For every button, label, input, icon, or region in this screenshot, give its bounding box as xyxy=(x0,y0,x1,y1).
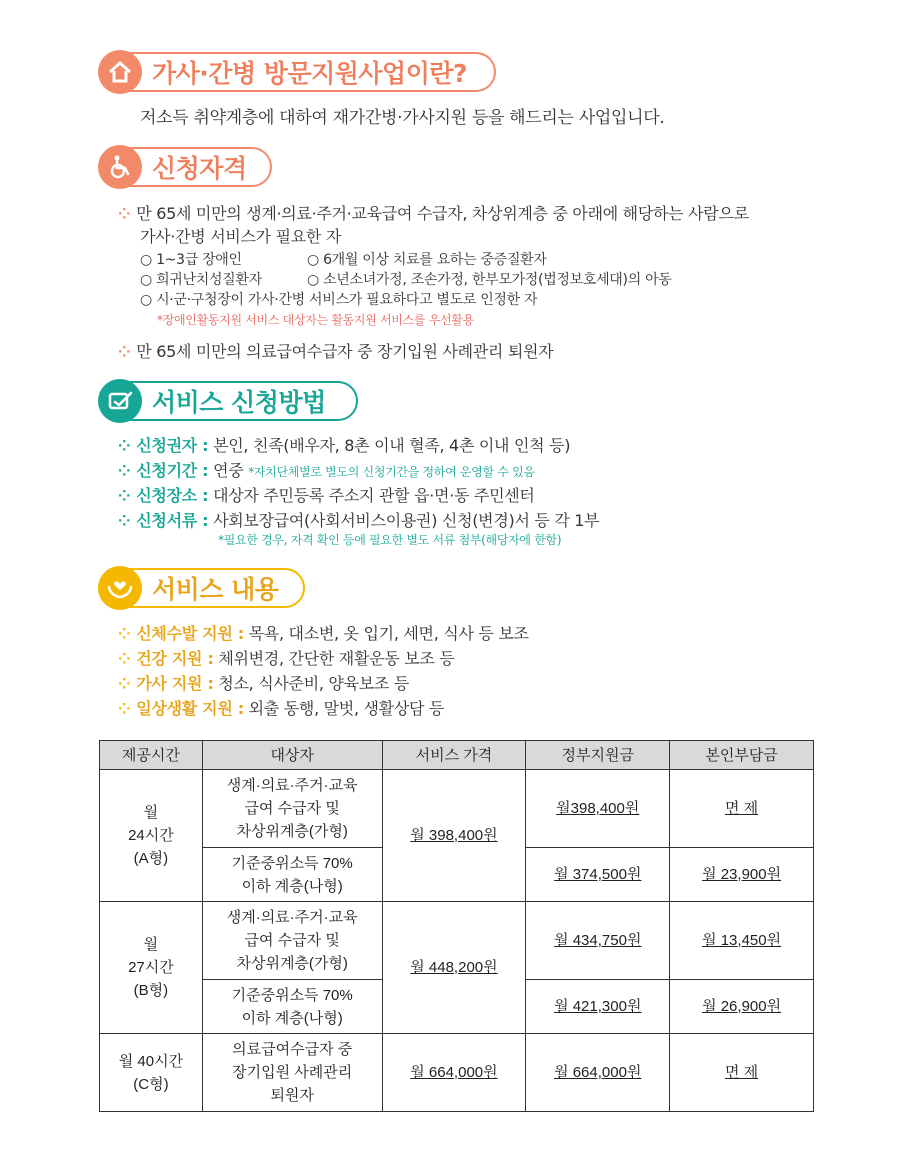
self-value: 면 제 xyxy=(725,1064,759,1081)
section-title: 서비스 내용 xyxy=(152,575,279,604)
gov-cell xyxy=(526,980,670,1034)
gov-value: 월398,400원 xyxy=(556,800,640,817)
time-line: 27시간 xyxy=(128,959,174,976)
section-header-services xyxy=(100,568,305,608)
row-text: 본인, 친족(배우자, 8촌 이내 혈족, 4촌 이내 인척 등) xyxy=(213,436,571,455)
header-cell: 정부지원금 xyxy=(526,741,670,770)
self-cell xyxy=(670,1034,814,1112)
eligibility-item-1 xyxy=(118,201,749,224)
eligibility-option: ○ 6개월 이상 치료를 요하는 중증질환자 xyxy=(307,252,547,268)
self-cell xyxy=(670,980,814,1034)
row-label: 신청기간 : xyxy=(136,461,209,480)
eligibility-option: ○ 1~3급 장애인 xyxy=(140,252,242,268)
eligibility-item-1-cont: 가사·간병 서비스가 필요한 자 xyxy=(140,227,342,246)
section-title: 가사·간병 방문지원사업이란? xyxy=(152,59,468,88)
gov-cell xyxy=(526,1034,670,1112)
bullet: ⁘ xyxy=(118,625,131,643)
self-value: 면 제 xyxy=(725,800,759,817)
row-label: 신청장소 : xyxy=(136,486,209,505)
price-cell xyxy=(382,770,526,902)
eligibility-note: *장애인활동지원 서비스 대상자는 활동지원 서비스를 우선활용 xyxy=(157,313,474,327)
application-form-icon xyxy=(98,379,142,423)
target-line: 이하 계층(나형) xyxy=(241,877,343,895)
about-text: 저소득 취약계층에 대하여 재가간병·가사지원 등을 해드리는 사업입니다. xyxy=(140,108,665,128)
row-text: 연중 xyxy=(213,461,244,480)
self-cell xyxy=(670,902,814,980)
target-cell xyxy=(202,902,382,980)
header-cell: 서비스 가격 xyxy=(382,741,526,770)
eligibility-option: ○ 희귀난치성질환자 xyxy=(140,272,262,288)
target-line: 의료급여수급자 중 xyxy=(232,1041,353,1058)
target-cell xyxy=(202,848,382,902)
target-cell xyxy=(202,770,382,848)
application-row-place xyxy=(118,483,535,506)
target-cell xyxy=(202,1034,382,1112)
header-cell: 대상자 xyxy=(202,741,382,770)
time-line: 월 xyxy=(143,936,159,953)
header-cell: 제공시간 xyxy=(100,741,203,770)
service-row-health xyxy=(118,646,454,669)
row-note: *자치단체별로 별도의 신청기간을 정하여 운영할 수 있음 xyxy=(248,465,535,479)
gov-value: 월 374,500원 xyxy=(554,866,642,883)
target-line: 이하 계층(나형) xyxy=(241,1009,343,1027)
self-value: 월 13,450원 xyxy=(702,932,782,949)
target-cell xyxy=(202,980,382,1034)
gov-cell xyxy=(526,902,670,980)
caring-hands-icon xyxy=(98,566,142,610)
row-text: 체위변경, 간단한 재활운동 보조 등 xyxy=(218,649,455,668)
house-icon xyxy=(98,50,142,94)
bullet: ⁘ xyxy=(118,205,131,223)
row-label: 신청권자 : xyxy=(136,436,209,455)
service-row-physical xyxy=(118,621,529,644)
gov-value: 월 664,000원 xyxy=(554,1064,642,1081)
target-line: 급여 수급자 및 xyxy=(244,932,340,949)
target-line: 차상위계층(가형) xyxy=(236,955,348,972)
time-line: 월 40시간 xyxy=(118,1052,184,1070)
target-line: 생계·의료·주거·교육 xyxy=(226,909,358,926)
time-line: (C형) xyxy=(133,1075,169,1093)
target-line: 장기입원 사례관리 xyxy=(232,1064,353,1081)
service-row-housework xyxy=(118,671,409,694)
time-line: (B형) xyxy=(133,982,169,999)
section-title: 신청자격 xyxy=(152,154,247,183)
row-text: 청소, 식사준비, 양육보조 등 xyxy=(218,674,409,693)
gov-cell xyxy=(526,848,670,902)
wheelchair-icon xyxy=(98,145,142,189)
application-row-period xyxy=(118,458,535,481)
gov-value: 월 434,750원 xyxy=(554,932,642,949)
section-header-about xyxy=(100,52,496,92)
section-title: 서비스 신청방법 xyxy=(152,388,326,417)
bullet: ⁘ xyxy=(118,487,131,505)
bullet: ⁘ xyxy=(118,437,131,455)
eligibility-text: 만 65세 미만의 생계·의료·주거·교육급여 수급자, 차상위계층 중 아래에 해당하는 사람으로 xyxy=(136,204,749,223)
row-text: 대상자 주민등록 주소지 관할 읍·면·동 주민센터 xyxy=(213,486,535,505)
gov-value: 월 421,300원 xyxy=(554,998,642,1015)
row-label: 신청서류 : xyxy=(136,511,209,530)
time-cell xyxy=(100,1034,203,1112)
fee-table xyxy=(99,740,814,1112)
bullet: ⁘ xyxy=(118,675,131,693)
time-line: (A형) xyxy=(133,850,169,867)
row-text: 목욕, 대소변, 옷 입기, 세면, 식사 등 보조 xyxy=(248,624,529,643)
target-line: 차상위계층(가형) xyxy=(236,823,348,840)
eligibility-text: 만 65세 미만의 의료급여수급자 중 장기입원 사례관리 퇴원자 xyxy=(136,342,554,361)
eligibility-item-2 xyxy=(118,339,553,362)
target-line: 생계·의료·주거·교육 xyxy=(226,777,358,794)
row-label: 신체수발 지원 : xyxy=(136,624,244,643)
price-value: 월 448,200원 xyxy=(410,959,498,976)
row-label: 가사 지원 : xyxy=(136,674,214,693)
section-header-application xyxy=(100,381,358,421)
table-header-row xyxy=(100,741,814,770)
target-line: 퇴원자 xyxy=(270,1087,314,1104)
header-cell: 본인부담금 xyxy=(670,741,814,770)
bullet: ⁘ xyxy=(118,512,131,530)
time-cell xyxy=(100,770,203,902)
self-value: 월 26,900원 xyxy=(702,998,782,1015)
time-cell xyxy=(100,902,203,1034)
row-label: 건강 지원 : xyxy=(136,649,214,668)
price-value: 월 664,000원 xyxy=(410,1064,498,1081)
table-row xyxy=(100,902,814,980)
bullet: ⁘ xyxy=(118,462,131,480)
self-value: 월 23,900원 xyxy=(702,866,782,883)
eligibility-option: ○ 시·군·구청장이 가사·간병 서비스가 필요하다고 별도로 인정한 자 xyxy=(140,292,538,308)
target-line: 기준중위소득 70% xyxy=(231,986,353,1004)
service-row-daily xyxy=(118,696,444,719)
self-cell xyxy=(670,848,814,902)
bullet: ⁘ xyxy=(118,700,131,718)
price-cell xyxy=(382,902,526,1034)
bullet: ⁘ xyxy=(118,343,131,361)
target-line: 기준중위소득 70% xyxy=(231,854,353,872)
table-row xyxy=(100,1034,814,1112)
table-row xyxy=(100,770,814,848)
eligibility-option: ○ 소년소녀가정, 조손가정, 한부모가정(법정보호세대)의 아동 xyxy=(307,272,672,288)
target-line: 급여 수급자 및 xyxy=(244,800,340,817)
time-line: 월 xyxy=(143,804,159,821)
time-line: 24시간 xyxy=(128,827,174,844)
self-cell xyxy=(670,770,814,848)
bullet: ⁘ xyxy=(118,650,131,668)
application-row-applicant xyxy=(118,433,570,456)
gov-cell xyxy=(526,770,670,848)
row-text: 외출 동행, 말벗, 생활상담 등 xyxy=(248,699,445,718)
price-cell xyxy=(382,1034,526,1112)
section-header-eligibility xyxy=(100,147,272,187)
documents-note: *필요한 경우, 자격 확인 등에 필요한 별도 서류 첨부(해당자에 한함) xyxy=(218,533,562,547)
application-row-documents xyxy=(118,508,599,531)
row-label: 일상생활 지원 : xyxy=(136,699,244,718)
row-text: 사회보장급여(사회서비스이용권) 신청(변경)서 등 각 1부 xyxy=(213,511,600,530)
price-value: 월 398,400원 xyxy=(410,827,498,844)
